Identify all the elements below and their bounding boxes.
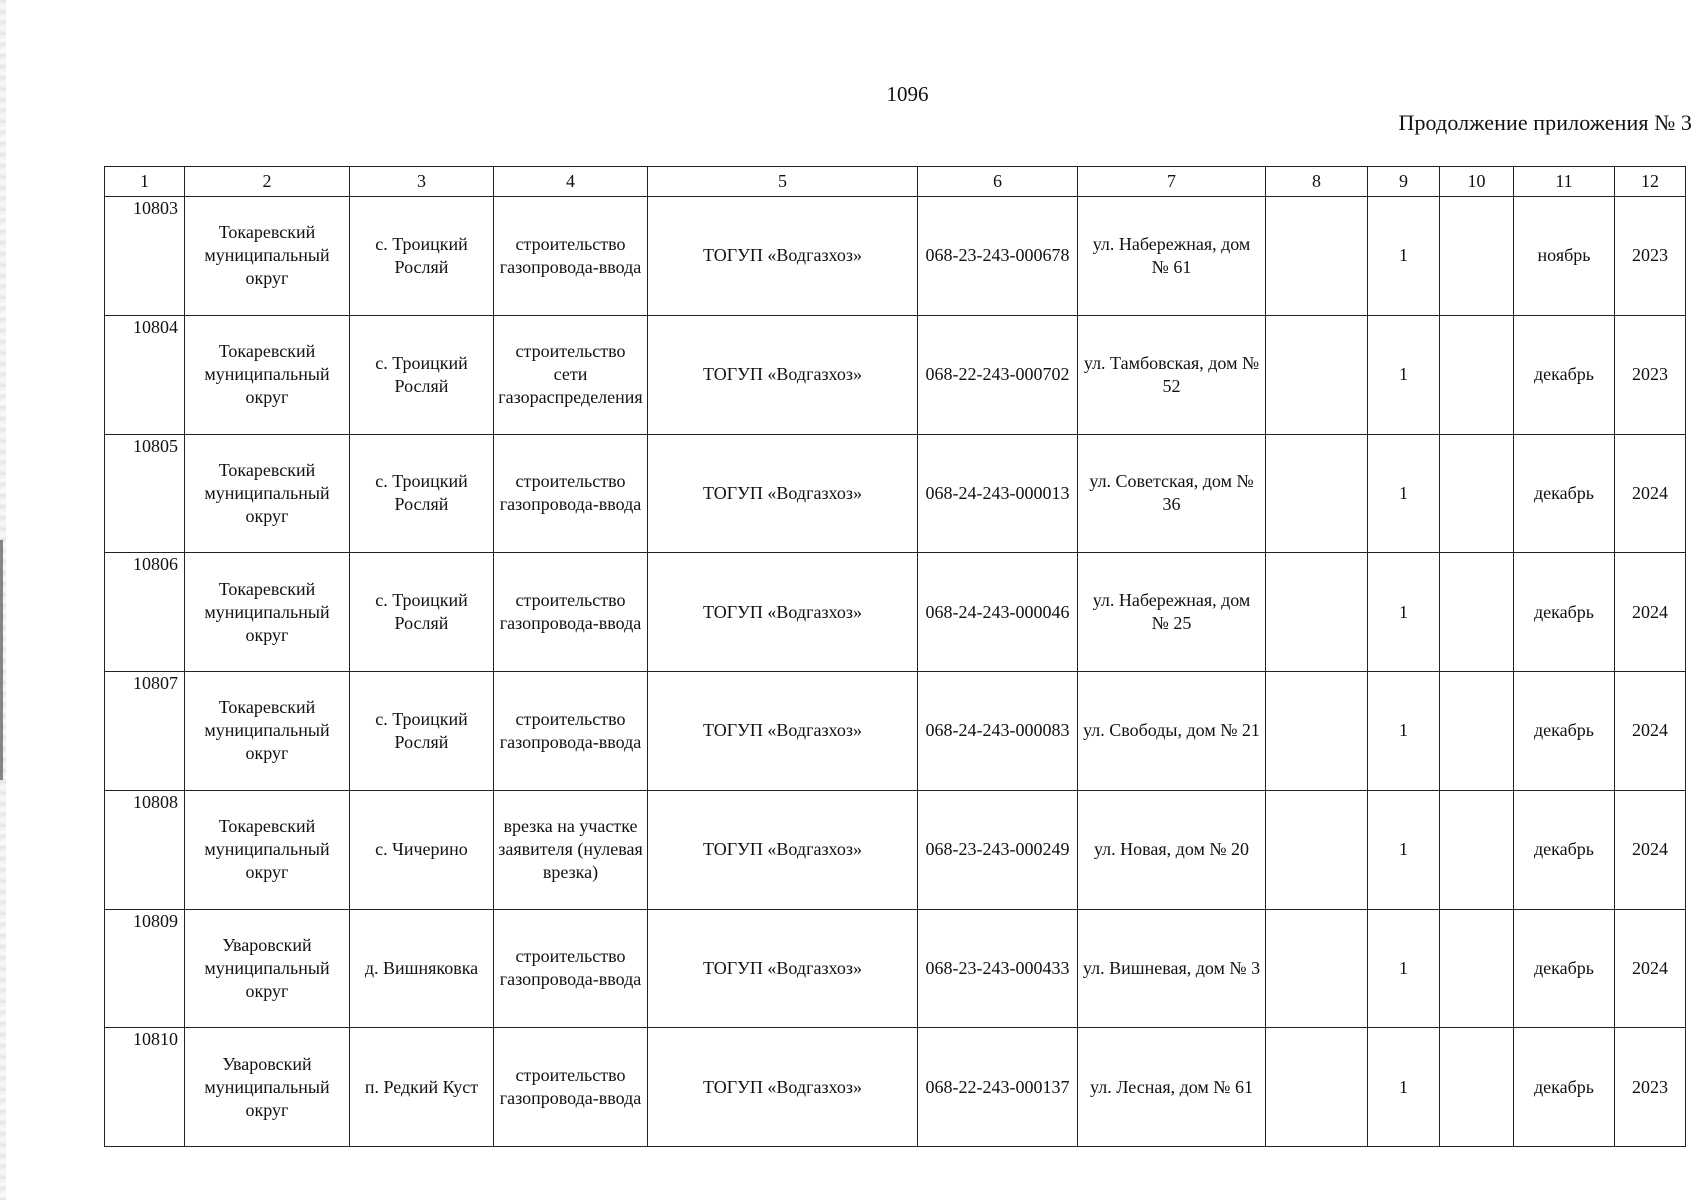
table-header — [105, 167, 1686, 197]
cell-work-type: строительство газопровода-ввода — [494, 553, 648, 672]
cell-organization: ТОГУП «Водгазхоз» — [648, 197, 918, 316]
cell-quantity: 1 — [1368, 672, 1440, 791]
cell-organization: ТОГУП «Водгазхоз» — [648, 1028, 918, 1147]
cell-quantity: 1 — [1368, 790, 1440, 909]
cell-work-type: строительство сети газораспределения — [494, 315, 648, 434]
cell-settlement: п. Редкий Куст — [350, 1028, 494, 1147]
cell-quantity: 1 — [1368, 553, 1440, 672]
cell-district: Токаревский муниципальный округ — [185, 672, 350, 791]
column-header-6: 6 — [918, 167, 1078, 197]
cell-col-8 — [1266, 909, 1368, 1028]
cell-address: ул. Новая, дом № 20 — [1078, 790, 1266, 909]
cell-settlement: с. Чичерино — [350, 790, 494, 909]
cell-organization: ТОГУП «Водгазхоз» — [648, 909, 918, 1028]
cell-organization: ТОГУП «Водгазхоз» — [648, 672, 918, 791]
cell-month: декабрь — [1514, 553, 1615, 672]
cell-organization: ТОГУП «Водгазхоз» — [648, 790, 918, 909]
table-row — [105, 315, 1686, 434]
cell-settlement: д. Вишняковка — [350, 909, 494, 1028]
cell-col-8 — [1266, 1028, 1368, 1147]
cell-organization: ТОГУП «Водгазхоз» — [648, 434, 918, 553]
cell-quantity: 1 — [1368, 1028, 1440, 1147]
cell-address: ул. Вишневая, дом № 3 — [1078, 909, 1266, 1028]
cell-col-8 — [1266, 553, 1368, 672]
cell-month: декабрь — [1514, 315, 1615, 434]
cell-application-number: 068-22-243-000137 — [918, 1028, 1078, 1147]
cell-application-number: 068-22-243-000702 — [918, 315, 1078, 434]
table-row — [105, 790, 1686, 909]
scan-mark-artifact — [0, 540, 3, 780]
cell-col-10 — [1440, 672, 1514, 791]
cell-district: Токаревский муниципальный округ — [185, 315, 350, 434]
cell-quantity: 1 — [1368, 434, 1440, 553]
column-header-4: 4 — [494, 167, 648, 197]
cell-district: Токаревский муниципальный округ — [185, 434, 350, 553]
cell-year: 2024 — [1615, 434, 1686, 553]
cell-address: ул. Советская, дом № 36 — [1078, 434, 1266, 553]
cell-col-10 — [1440, 909, 1514, 1028]
cell-month: ноябрь — [1514, 197, 1615, 316]
table-row — [105, 553, 1686, 672]
registry-table — [104, 166, 1686, 1147]
column-header-1: 1 — [105, 167, 185, 197]
cell-address: ул. Набережная, дом № 25 — [1078, 553, 1266, 672]
cell-quantity: 1 — [1368, 909, 1440, 1028]
header-row — [105, 167, 1686, 197]
column-header-2: 2 — [185, 167, 350, 197]
cell-month: декабрь — [1514, 672, 1615, 791]
cell-row-number: 10810 — [105, 1028, 185, 1147]
cell-application-number: 068-23-243-000433 — [918, 909, 1078, 1028]
cell-year: 2023 — [1615, 315, 1686, 434]
cell-district: Уваровский муниципальный округ — [185, 909, 350, 1028]
cell-work-type: строительство газопровода-ввода — [494, 672, 648, 791]
table-row — [105, 197, 1686, 316]
cell-col-10 — [1440, 315, 1514, 434]
cell-address: ул. Лесная, дом № 61 — [1078, 1028, 1266, 1147]
cell-organization: ТОГУП «Водгазхоз» — [648, 315, 918, 434]
cell-quantity: 1 — [1368, 315, 1440, 434]
cell-col-8 — [1266, 197, 1368, 316]
cell-organization: ТОГУП «Водгазхоз» — [648, 553, 918, 672]
cell-col-10 — [1440, 434, 1514, 553]
cell-application-number: 068-24-243-000013 — [918, 434, 1078, 553]
column-header-12: 12 — [1615, 167, 1686, 197]
column-header-7: 7 — [1078, 167, 1266, 197]
column-header-9: 9 — [1368, 167, 1440, 197]
cell-year: 2023 — [1615, 1028, 1686, 1147]
cell-district: Токаревский муниципальный округ — [185, 790, 350, 909]
cell-work-type: строительство газопровода-ввода — [494, 909, 648, 1028]
column-header-10: 10 — [1440, 167, 1514, 197]
cell-settlement: с. Троицкий Росляй — [350, 315, 494, 434]
table-body — [105, 197, 1686, 1147]
cell-col-10 — [1440, 790, 1514, 909]
cell-col-10 — [1440, 553, 1514, 672]
cell-application-number: 068-23-243-000678 — [918, 197, 1078, 316]
cell-address: ул. Тамбовская, дом № 52 — [1078, 315, 1266, 434]
column-header-8: 8 — [1266, 167, 1368, 197]
cell-address: ул. Набережная, дом № 61 — [1078, 197, 1266, 316]
cell-col-8 — [1266, 790, 1368, 909]
column-header-3: 3 — [350, 167, 494, 197]
table-row — [105, 672, 1686, 791]
cell-settlement: с. Троицкий Росляй — [350, 197, 494, 316]
cell-application-number: 068-23-243-000249 — [918, 790, 1078, 909]
cell-year: 2024 — [1615, 553, 1686, 672]
table-row — [105, 909, 1686, 1028]
cell-row-number: 10806 — [105, 553, 185, 672]
cell-col-8 — [1266, 434, 1368, 553]
cell-row-number: 10809 — [105, 909, 185, 1028]
cell-year: 2024 — [1615, 672, 1686, 791]
cell-district: Уваровский муниципальный округ — [185, 1028, 350, 1147]
column-header-11: 11 — [1514, 167, 1615, 197]
cell-work-type: строительство газопровода-ввода — [494, 1028, 648, 1147]
cell-district: Токаревский муниципальный округ — [185, 197, 350, 316]
cell-row-number: 10803 — [105, 197, 185, 316]
cell-application-number: 068-24-243-000083 — [918, 672, 1078, 791]
cell-district: Токаревский муниципальный округ — [185, 553, 350, 672]
cell-col-8 — [1266, 315, 1368, 434]
cell-quantity: 1 — [1368, 197, 1440, 316]
cell-row-number: 10808 — [105, 790, 185, 909]
cell-year: 2024 — [1615, 790, 1686, 909]
cell-month: декабрь — [1514, 909, 1615, 1028]
cell-settlement: с. Троицкий Росляй — [350, 434, 494, 553]
cell-month: декабрь — [1514, 1028, 1615, 1147]
cell-address: ул. Свободы, дом № 21 — [1078, 672, 1266, 791]
cell-col-10 — [1440, 197, 1514, 316]
appendix-continuation-label: Продолжение приложения № 3 — [1398, 110, 1692, 135]
cell-application-number: 068-24-243-000046 — [918, 553, 1078, 672]
cell-work-type: строительство газопровода-ввода — [494, 197, 648, 316]
table-row — [105, 1028, 1686, 1147]
cell-work-type: врезка на участке заявителя (нулевая врезка) — [494, 790, 648, 909]
cell-work-type: строительство газопровода-ввода — [494, 434, 648, 553]
cell-row-number: 10807 — [105, 672, 185, 791]
cell-month: декабрь — [1514, 790, 1615, 909]
cell-col-8 — [1266, 672, 1368, 791]
table-row — [105, 434, 1686, 553]
page-number: 1096 — [886, 82, 929, 106]
cell-row-number: 10804 — [105, 315, 185, 434]
cell-month: декабрь — [1514, 434, 1615, 553]
cell-settlement: с. Троицкий Росляй — [350, 672, 494, 791]
column-header-5: 5 — [648, 167, 918, 197]
cell-settlement: с. Троицкий Росляй — [350, 553, 494, 672]
cell-year: 2024 — [1615, 909, 1686, 1028]
cell-row-number: 10805 — [105, 434, 185, 553]
cell-year: 2023 — [1615, 197, 1686, 316]
cell-col-10 — [1440, 1028, 1514, 1147]
